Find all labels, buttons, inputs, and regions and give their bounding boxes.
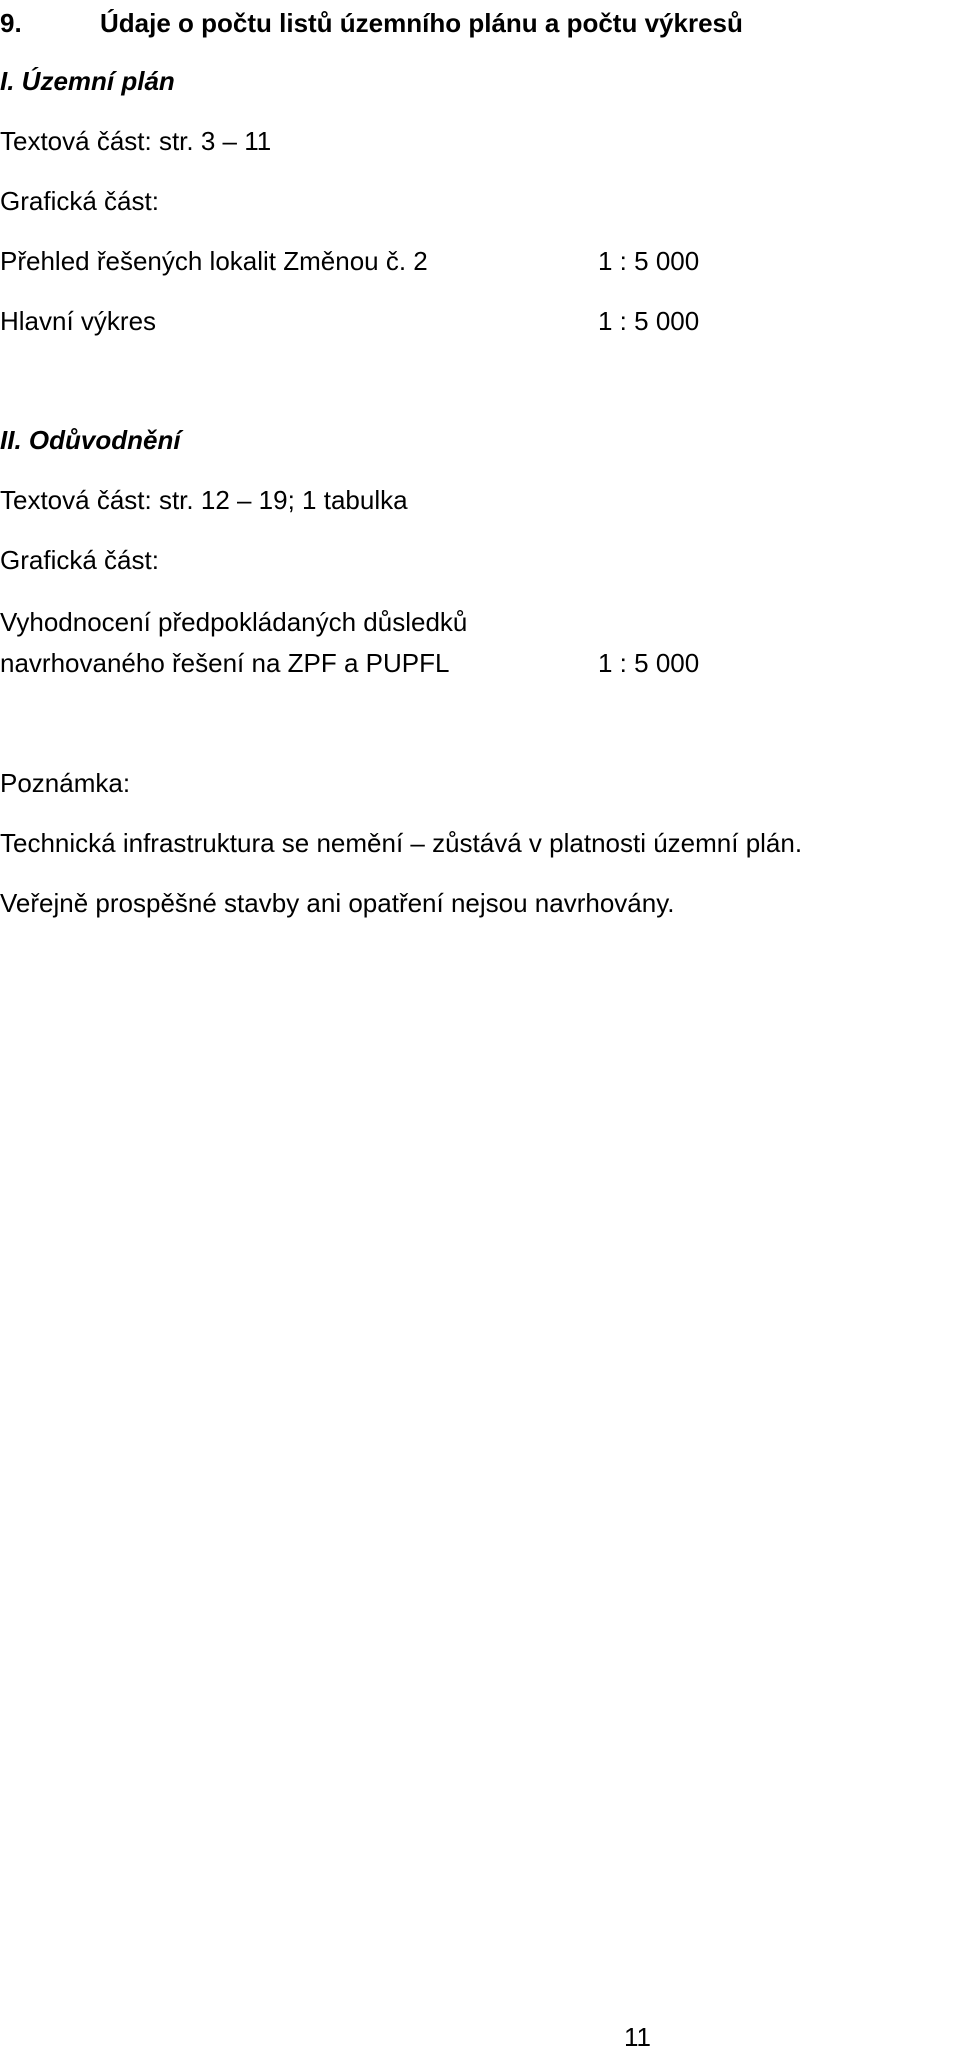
section2-text-part: Textová část: str. 12 – 19; 1 tabulka: [0, 485, 408, 515]
section1-drawing-2-name: Hlavní výkres: [0, 306, 157, 336]
section1-text-part: Textová část: str. 3 – 11: [0, 126, 272, 156]
section2-graphic-part: Grafická část:: [0, 545, 159, 575]
section2-drawing-scale: 1 : 5 000: [598, 648, 700, 678]
note-line-2: Veřejně prospěšné stavby ani opatření nejsou navrhovány.: [0, 888, 675, 918]
note-line-1: Technická infrastruktura se nemění – zůstává v platnosti územní plán.: [0, 828, 803, 858]
section1-drawing-1-name: Přehled řešených lokalit Změnou č. 2: [0, 246, 428, 276]
section2-drawing-line-2: navrhovaného řešení na ZPF a PUPFL: [0, 648, 450, 678]
heading-title: Údaje o počtu listů územního plánu a počtu výkresů: [100, 8, 743, 38]
section2-drawing-line-1: Vyhodnocení předpokládaných důsledků: [0, 607, 468, 637]
note-label: Poznámka:: [0, 768, 131, 798]
section1-graphic-part: Grafická část:: [0, 186, 159, 216]
section2-title: II. Odůvodnění: [0, 425, 181, 455]
section1-drawing-1-scale: 1 : 5 000: [598, 246, 700, 276]
section-heading: [0, 6, 743, 40]
section1-title: I. Územní plán: [0, 66, 175, 96]
heading-number: 9.: [0, 8, 22, 38]
page-number: 11: [624, 2022, 651, 2052]
section1-drawing-2-scale: 1 : 5 000: [598, 306, 700, 336]
